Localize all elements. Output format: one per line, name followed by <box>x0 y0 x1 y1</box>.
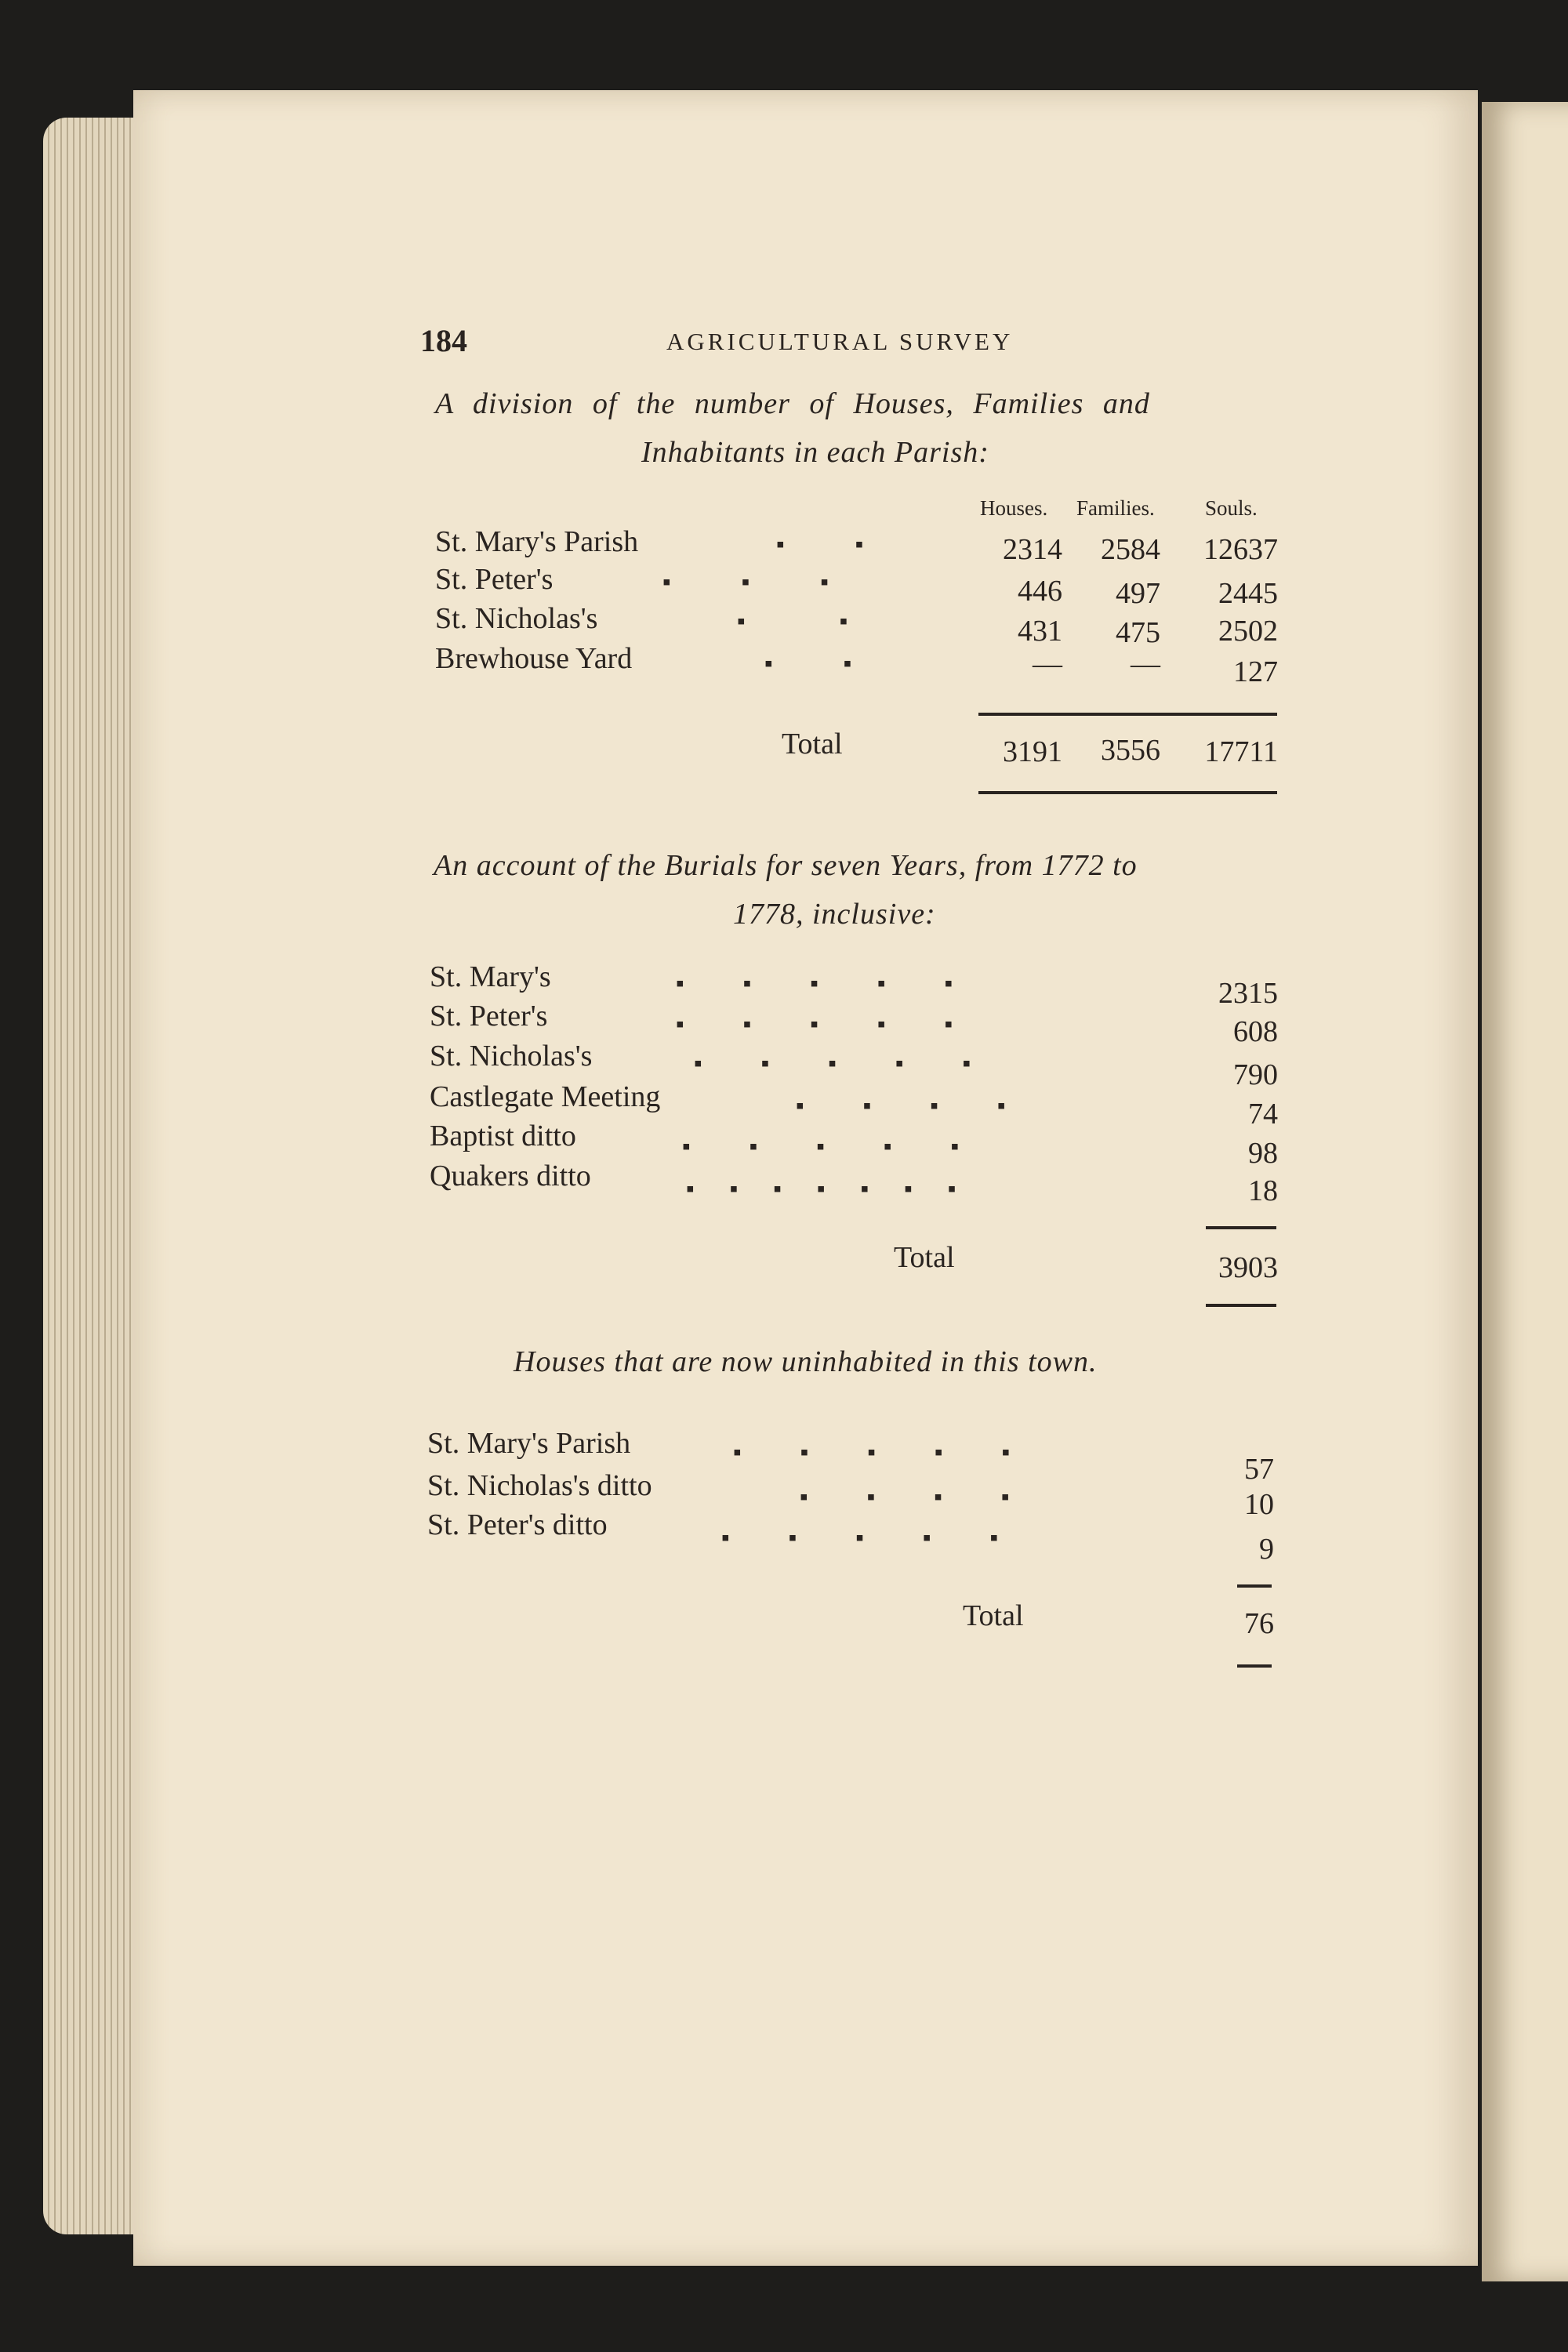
bottom-rule <box>1237 1664 1272 1668</box>
bottom-rule <box>978 791 1277 794</box>
facing-page <box>1482 102 1568 2281</box>
row-label: St. Peter's <box>435 563 554 596</box>
col-header-families: Families. <box>1076 496 1155 520</box>
leader-dots: ▪ ▪ ▪ ▪ <box>796 1093 1006 1119</box>
families-cell: 475 <box>1116 616 1160 649</box>
leader-dots: ▪ ▪ <box>776 532 864 557</box>
row-label: Castlegate Meeting <box>430 1080 661 1113</box>
page-number: 184 <box>420 323 467 358</box>
bottom-rule <box>1206 1304 1276 1307</box>
value-cell: 790 <box>1233 1058 1278 1091</box>
leader-dots: ▪ ▪ <box>764 651 852 677</box>
row-label: St. Nicholas's <box>435 602 598 635</box>
value-cell: 74 <box>1248 1098 1278 1131</box>
value-cell: 10 <box>1244 1488 1274 1521</box>
total-label: Total <box>894 1241 955 1274</box>
houses-cell: 446 <box>1018 575 1062 608</box>
value-cell: 98 <box>1248 1137 1278 1170</box>
souls-cell: 2502 <box>1218 615 1278 648</box>
souls-cell: 2445 <box>1218 577 1278 610</box>
row-label: St. Peter's ditto <box>427 1508 608 1541</box>
total-families: 3556 <box>1101 734 1160 767</box>
col-header-houses: Houses. <box>980 496 1048 520</box>
total-rule <box>1206 1226 1276 1229</box>
section1-title-line2: Inhabitants in each Parish: <box>641 436 989 469</box>
leader-dots: ▪ ▪ <box>737 608 848 634</box>
book-page-edges <box>43 118 145 2234</box>
total-value: 76 <box>1244 1607 1274 1640</box>
leader-dots: ▪ ▪ ▪ ▪ ▪ <box>733 1439 1011 1465</box>
section2-title-line1: An account of the Burials for seven Years, from 1772 to <box>434 849 1138 882</box>
value-cell: 9 <box>1259 1533 1274 1566</box>
total-rule <box>1237 1584 1272 1588</box>
leader-dots: ▪ ▪ ▪ ▪ <box>800 1484 1010 1510</box>
row-label: St. Mary's Parish <box>435 525 639 558</box>
families-cell: 2584 <box>1101 533 1160 566</box>
total-rule <box>978 713 1277 716</box>
row-label: St. Nicholas's <box>430 1040 593 1073</box>
row-label: St. Mary's Parish <box>427 1427 631 1460</box>
houses-cell: 2314 <box>1003 533 1062 566</box>
families-cell: — <box>1131 648 1160 681</box>
section2-title-line2: 1778, inclusive: <box>733 898 936 931</box>
row-label: Quakers ditto <box>430 1160 591 1192</box>
total-label: Total <box>782 728 843 760</box>
row-label: St. Mary's <box>430 960 551 993</box>
row-label: St. Nicholas's ditto <box>427 1469 652 1502</box>
value-cell: 18 <box>1248 1174 1278 1207</box>
houses-cell: — <box>1033 648 1062 681</box>
leader-dots: ▪ ▪ ▪ ▪ ▪ <box>676 971 953 996</box>
leader-dots: ▪ ▪ ▪ ▪ ▪ <box>694 1051 971 1076</box>
total-value: 3903 <box>1218 1251 1278 1284</box>
souls-cell: 127 <box>1233 655 1278 688</box>
running-title: AGRICULTURAL SURVEY <box>666 328 1014 355</box>
row-label: Baptist ditto <box>430 1120 576 1152</box>
row-label: Brewhouse Yard <box>435 642 633 675</box>
leader-dots: ▪ ▪ ▪ ▪ ▪ <box>721 1525 999 1551</box>
souls-cell: 12637 <box>1203 533 1278 566</box>
section3-title: Houses that are now uninhabited in this town. <box>514 1345 1098 1378</box>
leader-dots: ▪ ▪ ▪ ▪ ▪ <box>682 1134 960 1160</box>
total-souls: 17711 <box>1204 735 1278 768</box>
value-cell: 57 <box>1244 1453 1274 1486</box>
section1-title-line1: A division of the number of Houses, Families and <box>435 387 1150 420</box>
total-houses: 3191 <box>1003 735 1062 768</box>
total-label: Total <box>963 1599 1024 1632</box>
houses-cell: 431 <box>1018 615 1062 648</box>
row-label: St. Peter's <box>430 1000 548 1033</box>
leader-dots: ▪ ▪ ▪ ▪ ▪ ▪ ▪ <box>686 1176 956 1202</box>
leader-dots: ▪ ▪ ▪ ▪ ▪ <box>676 1011 953 1037</box>
value-cell: 2315 <box>1218 977 1278 1010</box>
families-cell: 497 <box>1116 577 1160 610</box>
col-header-souls: Souls. <box>1205 496 1258 520</box>
leader-dots: ▪ ▪ ▪ <box>662 569 829 595</box>
value-cell: 608 <box>1233 1015 1278 1048</box>
